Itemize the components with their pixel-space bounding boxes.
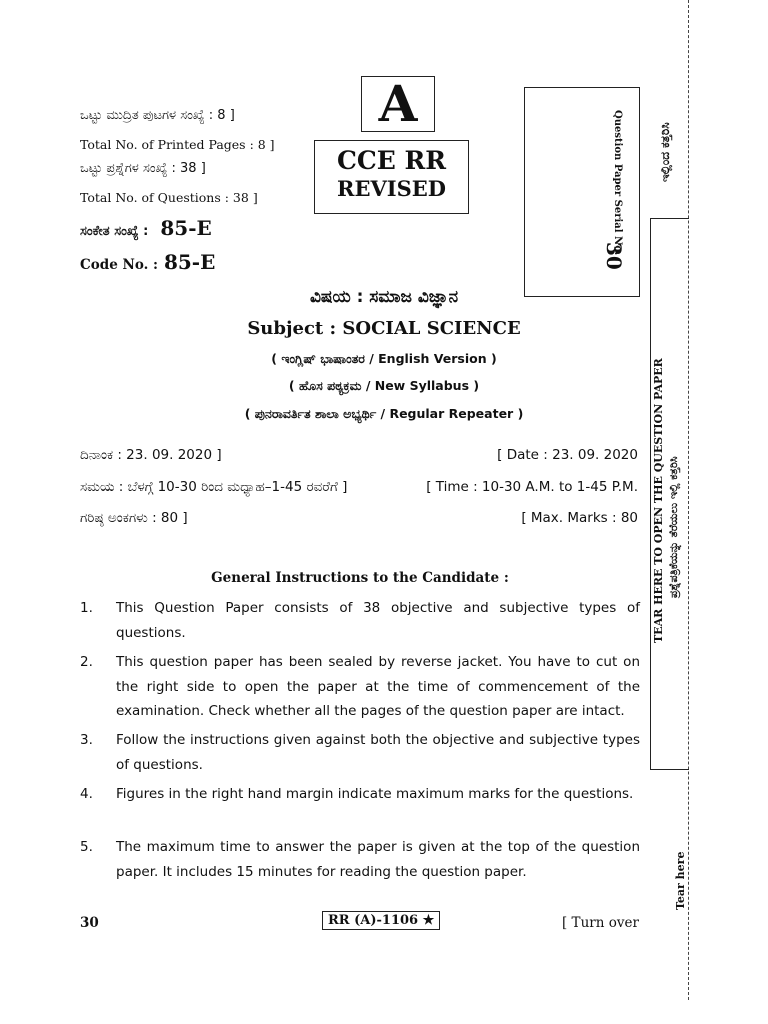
- page-number: 30: [80, 915, 99, 931]
- instruction-number: 5.: [80, 839, 93, 855]
- turn-over: [ Turn over: [562, 915, 639, 931]
- instruction-item: [80, 650, 640, 724]
- printed-pages-kn: ಒಟ್ಟು ಮುದ್ರಿತ ಪುಟಗಳ ಸಂಖ್ಯೆ : 8 ]: [80, 108, 235, 123]
- serial-number: 30: [602, 242, 626, 270]
- code-kn-value: 85-E: [160, 216, 212, 240]
- tear-instruction-en: TEAR HERE TO OPEN THE QUESTION PAPER: [652, 358, 665, 643]
- instruction-text: Figures in the right hand margin indicate maximum marks for the questions.: [116, 786, 634, 802]
- tear-instruction-kn: ಪ್ರಶ್ನೆಪತ್ರಿಕೆಯನ್ನು ತೆರೆಯಲು ಇಲ್ಲಿ ಕತ್ತರಿಸಿ: [667, 456, 680, 598]
- total-questions-en: Total No. of Questions : 38 ]: [80, 190, 258, 205]
- instruction-text: The maximum time to answer the paper is given at the top of the question paper. It includes 15 minutes for reading the question paper.: [116, 839, 640, 880]
- code-kn-label: ಸಂಕೇತ ಸಂಖ್ಯೆ :: [80, 224, 149, 239]
- marks-en: [ Max. Marks : 80: [521, 510, 638, 526]
- revised-label: REVISED: [337, 176, 446, 201]
- instruction-item: [80, 835, 640, 884]
- instruction-item: [80, 728, 640, 777]
- cce-rr-title: CCE RR: [336, 146, 447, 175]
- time-en: [ Time : 10-30 A.M. to 1-45 P.M.: [426, 479, 638, 495]
- date-en: [ Date : 23. 09. 2020: [497, 447, 638, 463]
- code-kn-row: [80, 216, 212, 240]
- marks-kn: ಗರಿಷ್ಠ ಅಂಕಗಳು : 80 ]: [80, 510, 188, 526]
- version-line: ( ಇಂಗ್ಲಿಷ್ ಭಾಷಾಂತರ / English Version ): [271, 351, 497, 366]
- instruction-number: 4.: [80, 786, 93, 802]
- date-kn: ದಿನಾಂಕ : 23. 09. 2020 ]: [80, 447, 222, 463]
- serial-label: Question Paper Serial No.: [612, 110, 623, 256]
- serial-number-box: [524, 87, 640, 297]
- code-en-label: Code No. :: [80, 257, 158, 273]
- tear-here-label: Tear here: [674, 851, 687, 910]
- printed-pages-en: Total No. of Printed Pages : 8 ]: [80, 137, 275, 152]
- instruction-number: 1.: [80, 600, 93, 616]
- instruction-text: This question paper has been sealed by reverse jacket. You have to cut on the right side to open the paper at the time of commencement of the examination. Check whether all the pages of the question paper are intact.: [116, 654, 640, 719]
- tear-top-kn: ಇಲ್ಲಿಂದ ಕತ್ತರಿಸಿ: [658, 122, 672, 182]
- subject-kn: ವಿಷಯ : ಸಮಾಜ ವಿಜ್ಞಾನ: [309, 287, 459, 307]
- instruction-text: Follow the instructions given against both the objective and subjective types of questions.: [116, 732, 640, 773]
- code-en-value: 85-E: [163, 250, 216, 274]
- instruction-item: [80, 782, 640, 807]
- instruction-item: [80, 596, 640, 645]
- subject-en: Subject : SOCIAL SCIENCE: [247, 318, 521, 339]
- total-questions-kn: ಒಟ್ಟು ಪ್ರಶ್ನೆಗಳ ಸಂಖ್ಯೆ : 38 ]: [80, 161, 206, 176]
- time-kn: ಸಮಯ : ಬೆಳಗ್ಗೆ 10-30 ರಿಂದ ಮಧ್ಯಾಹ–1-45 ರವರೆಗೆ ]: [80, 479, 348, 495]
- syllabus-line: ( ಹೊಸ ಪಠ್ಯಕ್ರಮ / New Syllabus ): [288, 378, 480, 393]
- candidate-type-line: ( ಪುನರಾವರ್ತಿತ ಶಾಲಾ ಅಭ್ಯರ್ಥಿ / Regular Repeater ): [244, 406, 524, 421]
- instruction-text: This Question Paper consists of 38 objective and subjective types of questions.: [116, 600, 640, 641]
- cce-rr-box: [314, 140, 469, 214]
- instruction-number: 2.: [80, 654, 93, 670]
- instruction-number: 3.: [80, 732, 93, 748]
- code-en-row: [80, 250, 215, 274]
- instructions-heading: General Instructions to the Candidate :: [211, 570, 509, 586]
- paper-code-box: RR (A)-1106 ★: [322, 911, 440, 930]
- version-letter-box: A: [361, 76, 435, 132]
